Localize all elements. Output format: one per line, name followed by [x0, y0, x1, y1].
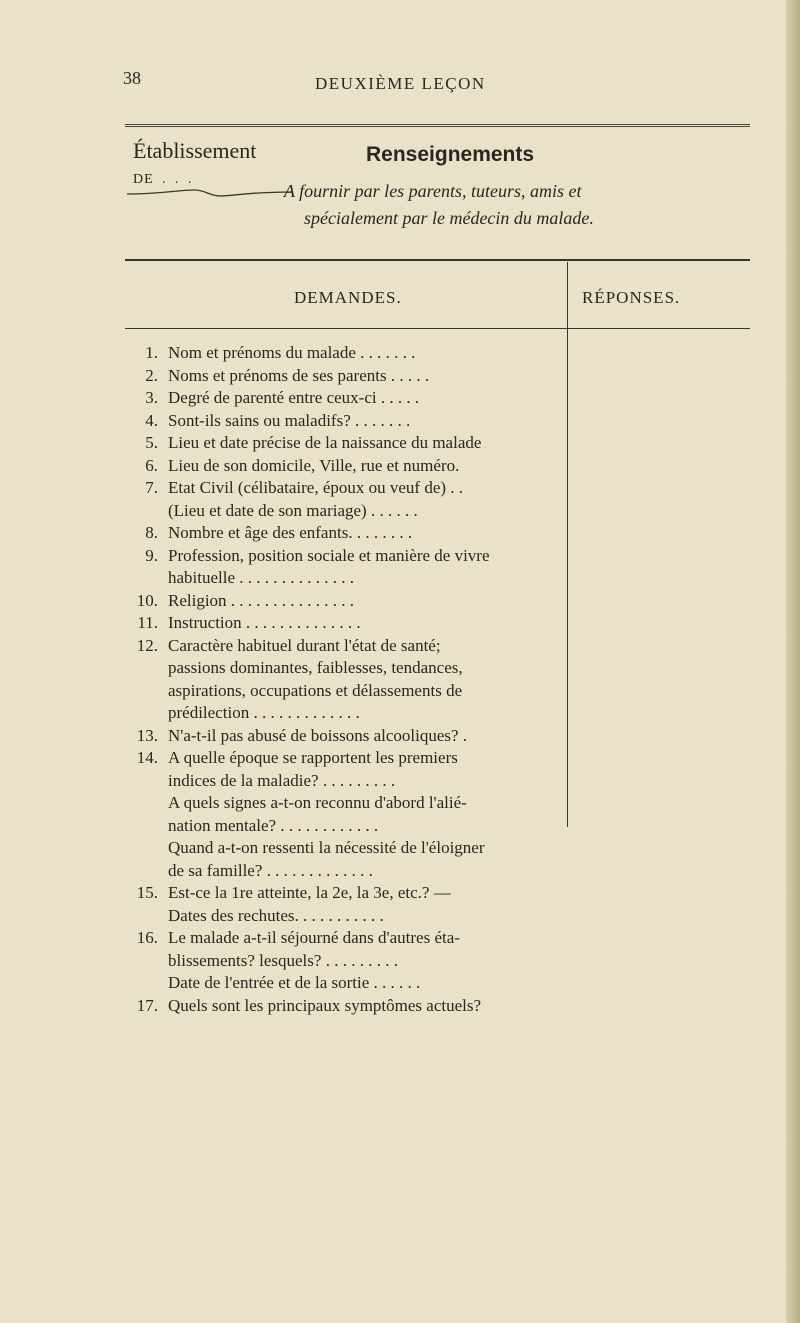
question-text: Lieu de son domicile, Ville, rue et numéro. — [168, 455, 460, 475]
running-head: DEUXIÈME LEÇON — [315, 74, 486, 93]
question-text: N'a-t-il pas abusé de boissons alcooliques? . — [168, 725, 468, 745]
question-text: nation mentale? . . . . . . . . . . . . — [168, 815, 379, 835]
column-header-questions: DEMANDES. — [294, 288, 402, 307]
question-number: 5. — [145, 433, 158, 452]
question-text: Sont-ils sains ou maladifs? . . . . . . . — [168, 410, 411, 430]
question-text: passions dominantes, faiblesses, tendances, — [168, 658, 463, 677]
table-header-rule — [125, 328, 750, 329]
question-text: Est-ce la 1re atteinte, la 2e, la 3e, etc.? — — [168, 883, 451, 902]
question-text: Nombre et âge des enfants. . . . . . . . — [168, 523, 413, 542]
question-number: 13. — [136, 725, 158, 745]
column-header-answers: RÉPONSES. — [582, 288, 681, 307]
form-title: Renseignements — [366, 143, 535, 166]
establishment-title: Établissement — [133, 138, 257, 163]
question-number: 9. — [145, 545, 158, 565]
table-top-rule — [125, 259, 750, 261]
question-number: 11. — [137, 613, 158, 632]
question-text: Etat Civil (célibataire, époux ou veuf de) . . — [168, 478, 464, 497]
establishment-dots: . . . — [162, 172, 195, 187]
question-text: Quels sont les principaux symptômes actuels? — [168, 995, 482, 1015]
question-number: 2. — [145, 365, 158, 385]
page-number: 38 — [123, 68, 141, 88]
question-number: 4. — [145, 410, 158, 430]
question-text: A quels signes a-t-on reconnu d'abord l'alié- — [168, 793, 467, 812]
establishment-sub: DE — [133, 172, 154, 187]
question-number: 14. — [136, 748, 158, 767]
question-text: blissements? lesquels? . . . . . . . . . — [168, 950, 398, 970]
question-text: Religion . . . . . . . . . . . . . . . — [168, 590, 355, 610]
question-text: Caractère habituel durant l'état de santé; — [168, 635, 441, 655]
question-number: 17. — [136, 995, 158, 1015]
question-number: 1. — [145, 343, 158, 362]
question-text: habituelle . . . . . . . . . . . . . . — [168, 568, 355, 587]
form-intro — [284, 178, 764, 232]
question-text: Nom et prénoms du malade . . . . . . . — [168, 343, 416, 362]
page-edge — [786, 0, 800, 1323]
question-text: aspirations, occupations et délassements de — [168, 680, 463, 700]
question-text: indices de la maladie? . . . . . . . . . — [168, 770, 396, 790]
intro-line-1: A fournir par les parents, tuteurs, amis et — [284, 181, 582, 201]
question-number: 10. — [136, 590, 158, 610]
question-number: 3. — [145, 388, 158, 407]
top-rule — [125, 124, 750, 127]
question-text: prédilection . . . . . . . . . . . . . — [168, 703, 360, 722]
decorative-brace — [125, 188, 295, 202]
question-number: 8. — [145, 523, 158, 542]
question-number: 15. — [136, 883, 158, 902]
question-text: Noms et prénoms de ses parents . . . . . — [168, 365, 430, 385]
question-text: Quand a-t-on ressenti la nécessité de l'éloigner — [168, 838, 485, 857]
question-number: 12. — [136, 635, 158, 655]
intro-line-2: spécialement par le médecin du malade. — [304, 208, 594, 228]
question-text: Lieu et date précise de la naissance du malade — [168, 433, 482, 452]
question-number: 16. — [136, 928, 158, 947]
question-text: Profession, position sociale et manière de vivre — [168, 545, 490, 565]
question-text: Le malade a-t-il séjourné dans d'autres éta- — [168, 928, 460, 947]
question-text: Dates des rechutes. . . . . . . . . . . — [168, 905, 384, 925]
question-text: de sa famille? . . . . . . . . . . . . . — [168, 860, 373, 880]
question-text: A quelle époque se rapportent les premiers — [168, 748, 458, 767]
question-number: 6. — [145, 455, 158, 475]
question-text: Date de l'entrée et de la sortie . . . . . . — [168, 973, 421, 992]
question-text: (Lieu et date de son mariage) . . . . . . — [168, 500, 418, 520]
question-text: Degré de parenté entre ceux-ci . . . . . — [168, 388, 420, 407]
question-text: Instruction . . . . . . . . . . . . . . — [168, 613, 361, 632]
question-number: 7. — [145, 478, 158, 497]
